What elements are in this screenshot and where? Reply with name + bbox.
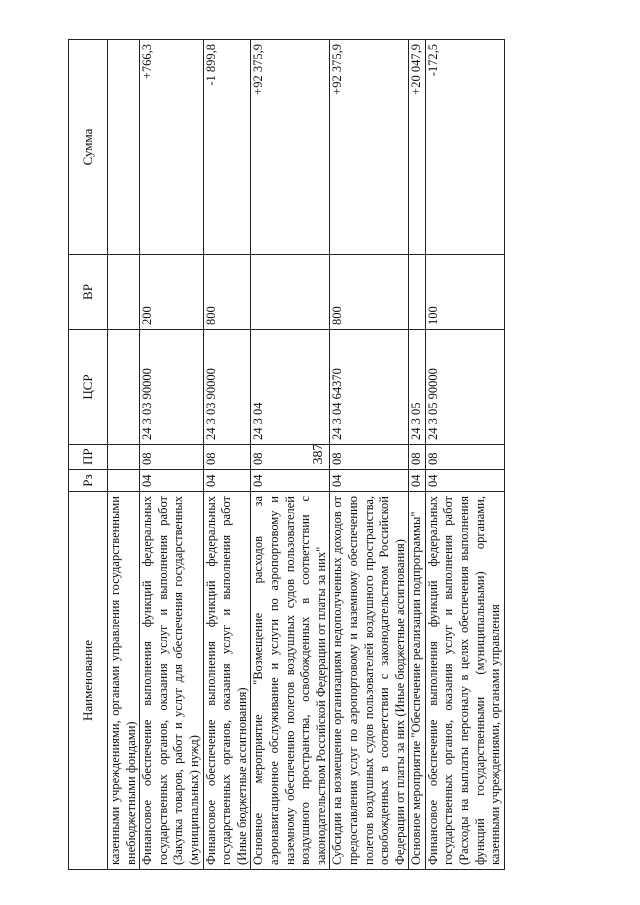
row-vr [108, 255, 140, 330]
row-pr [108, 445, 140, 470]
row-rz: 04 [140, 470, 203, 492]
row-name: Финансовое обеспечение выполнения функций федеральных государственных органов, оказания услуг и выполнения работ (Закупка товаров, работ и услуг для обеспечения государственных (муниципальных) нужд) [140, 492, 203, 870]
row-name: Субсидии на возмещение организациям недополученных доходов от предоставления услуг по аэропортовому и наземному обеспечению полетов воздушных судов пользователей воздушного пространства, освобожденных в соответствии с законодательством Российской Федерации от платы за них (Иные бюджетные ассигнования) [330, 492, 409, 870]
row-csr: 24 3 03 90000 [140, 330, 203, 445]
row-sum: +20 047,9 [409, 40, 426, 255]
header-sum: Сумма [69, 40, 108, 255]
table-row [203, 40, 251, 870]
row-csr: 24 3 05 [409, 330, 426, 445]
row-name: Финансовое обеспечение выполнения функций федеральных государственных органов, оказания услуг и выполнения работ (Расходы на выплаты персоналу в целях обеспечения выполнения функций государственными (муниципальными) органами, казенными учреждениями, органами управления [425, 492, 504, 870]
row-pr: 08 [140, 445, 203, 470]
row-pr: 08 [203, 445, 251, 470]
budget-table [68, 39, 505, 870]
row-name: казенными учреждениями, органами управления государственными внебюджетными фондами) [108, 492, 140, 870]
row-vr: 800 [203, 255, 251, 330]
row-sum: -1 899,8 [203, 40, 251, 255]
rotated-page-content [68, 40, 623, 870]
table-row [251, 40, 330, 870]
row-rz: 04 [425, 470, 504, 492]
row-sum: +92 375,9 [251, 40, 330, 255]
header-name: Наименование [69, 492, 108, 870]
row-name: Финансовое обеспечение выполнения функций федеральных государственных органов, оказания услуг и выполнения работ (Иные бюджетные ассигнования) [203, 492, 251, 870]
table-row [409, 40, 426, 870]
row-csr: 24 3 04 [251, 330, 330, 445]
row-vr: 100 [425, 255, 504, 330]
row-rz [108, 470, 140, 492]
row-name: Основное мероприятие "Возмещение расходов за аэронавигационное обслуживание и услуги по аэропортовому и наземному обеспечению полетов воздушных судов пользователей воздушного пространства, освобожденных в соответствии с законодательством Российской Федерации от платы за них" [251, 492, 330, 870]
row-rz: 04 [251, 470, 330, 492]
row-pr: 08 [251, 445, 330, 470]
row-csr: 24 3 03 90000 [203, 330, 251, 445]
row-rz: 04 [203, 470, 251, 492]
row-sum [108, 40, 140, 255]
table-row [330, 40, 409, 870]
header-rz: Рз [69, 470, 108, 492]
row-pr: 08 [330, 445, 409, 470]
header-pr: ПР [69, 445, 108, 470]
table-row [140, 40, 203, 870]
table-row [108, 40, 140, 870]
row-csr: 24 3 05 90000 [425, 330, 504, 445]
row-csr: 24 3 04 64370 [330, 330, 409, 445]
row-name: Основное мероприятие "Обеспечение реализации подпрограммы" [409, 492, 426, 870]
row-rz: 04 [330, 470, 409, 492]
row-vr [409, 255, 426, 330]
table-header-row [69, 40, 108, 870]
page-number: 387 [311, 443, 326, 465]
row-sum: +92 375,9 [330, 40, 409, 255]
header-csr: ЦСР [69, 330, 108, 445]
row-pr: 08 [409, 445, 426, 470]
row-sum: +766,3 [140, 40, 203, 255]
row-pr: 08 [425, 445, 504, 470]
header-vr: ВР [69, 255, 108, 330]
row-vr: 200 [140, 255, 203, 330]
row-vr: 800 [330, 255, 409, 330]
row-vr [251, 255, 330, 330]
row-csr [108, 330, 140, 445]
table-row [425, 40, 504, 870]
row-sum: -172,5 [425, 40, 504, 255]
row-rz: 04 [409, 470, 426, 492]
